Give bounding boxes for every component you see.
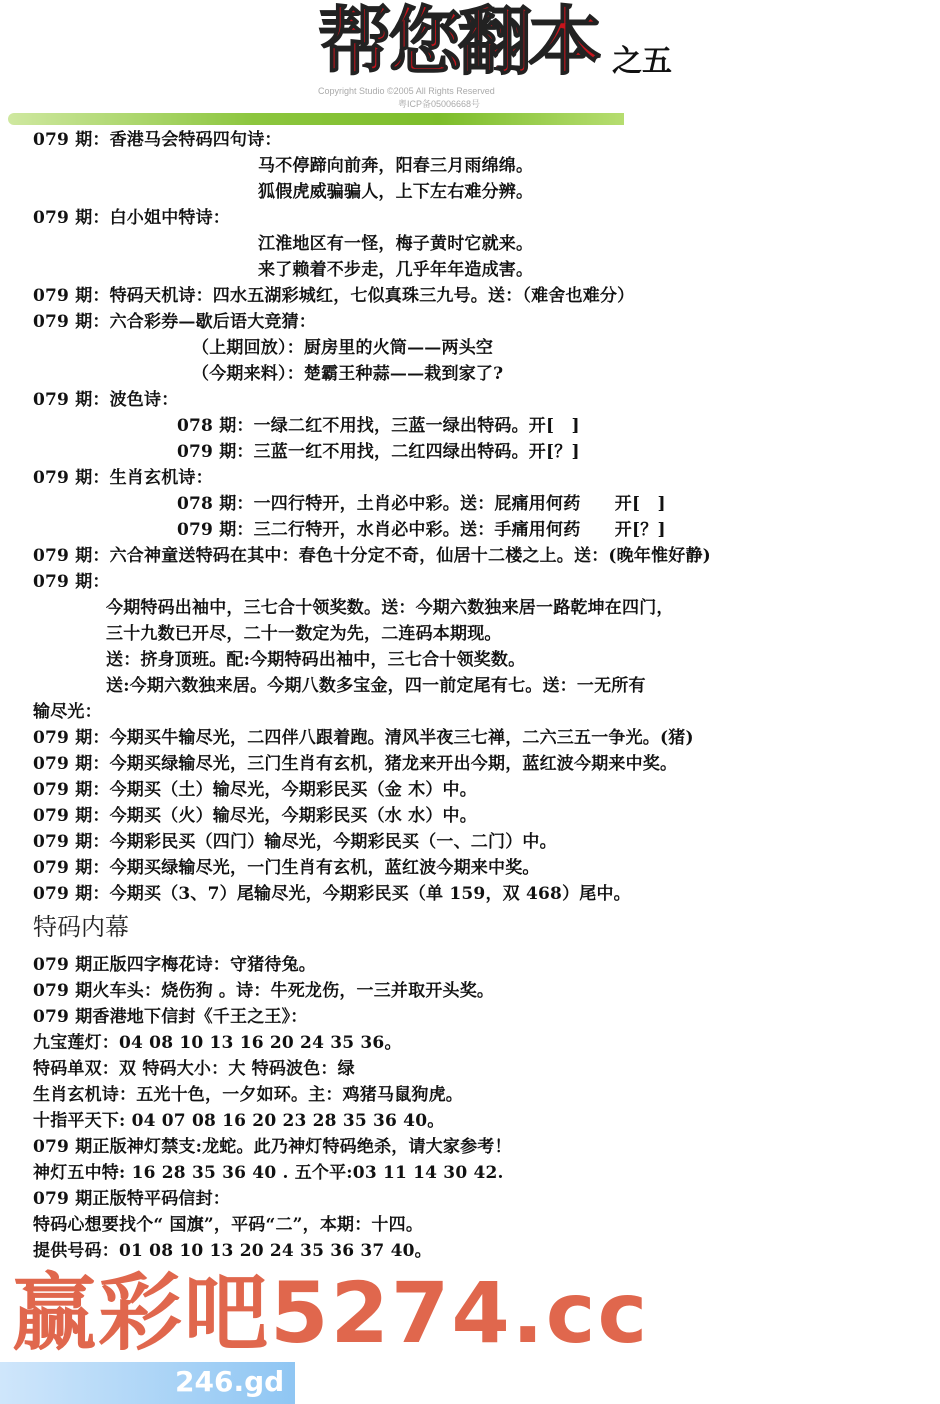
text-line: 079 期：六合神童送特码在其中：春色十分定不奇，仙居十二楼之上。送：(晚年惟好静) (33, 546, 711, 566)
text-line: 078 期：一绿二红不用找，三蓝一绿出特码。开[ ] (177, 416, 580, 436)
corner-watermark (0, 1362, 295, 1404)
header-subtitle: 之五 (612, 44, 672, 79)
text-line: 079 期：波色诗： (33, 390, 179, 410)
icp-line: 粤ICP备05006668号 (398, 99, 481, 109)
text-line: 079 期： (33, 572, 110, 592)
text-line: 079 期正版特平码信封： (33, 1189, 231, 1209)
text-line: 079 期：生肖玄机诗： (33, 468, 213, 488)
text-line: 狐假虎威骗骗人，上下左右难分辨。 (258, 182, 534, 202)
text-line: 提供号码：01 08 10 13 20 24 35 36 37 40。 (33, 1241, 432, 1261)
text-line: 079 期：今期彩民买（四门）输尽光，今期彩民买（一、二门）中。 (33, 832, 557, 852)
text-line: 九宝莲灯：04 08 10 13 16 20 24 35 36。 (33, 1033, 402, 1053)
text-line: 江淮地区有一怪，梅子黄时它就来。 (258, 234, 534, 254)
text-line: 079 期正版神灯禁支:龙蛇。此乃神灯特码绝杀，请大家参考！ (33, 1137, 512, 1157)
text-line: 今期特码出袖中，三七合十领奖数。送：今期六数独来居一路乾坤在四门， (106, 598, 674, 618)
text-line: 079 期火车头：烧伤狗 。诗：牛死龙伤，一三并取开头奖。 (33, 981, 495, 1001)
section-heading: 特码内幕 (33, 913, 129, 941)
text-line: 特码单双：双 特码大小：大 特码波色：绿 (33, 1059, 355, 1079)
header-title: 帮您翻本 (318, 0, 598, 85)
text-line: 马不停蹄向前奔，阳春三月雨绵绵。 (258, 156, 534, 176)
text-line: 生肖玄机诗：五光十色，一夕如环。主：鸡猪马鼠狗虎。 (33, 1085, 463, 1105)
text-line: 送:今期六数独来居。今期八数多宝金，四一前定尾有七。送：一无所有 (106, 676, 646, 696)
green-divider-bar (8, 113, 624, 125)
text-line: 078 期：一四行特开，土肖必中彩。送：屁痛用何药 开[ ] (177, 494, 666, 514)
text-line: 079 期：白小姐中特诗： (33, 208, 231, 228)
text-line: （今期来料）：楚霸王种蒜——栽到家了? (192, 364, 504, 384)
text-line: 十指平天下: 04 07 08 16 20 23 28 35 36 40。 (33, 1111, 445, 1131)
text-line: 来了赖着不步走，几乎年年造成害。 (258, 260, 534, 280)
text-line: 三十九数已开尽，二十一数定为先，二连码本期现。 (106, 624, 502, 644)
copyright-line: Copyright Studio ©2005 All Rights Reserved (318, 86, 495, 96)
text-line: 079 期：今期买绿输尽光，三门生肖有玄机，猪龙来开出今期，蓝红波今期来中奖。 (33, 754, 678, 774)
text-line: 特码心想要找个“ 国旗”，平码“二”，本期：十四。 (33, 1215, 424, 1235)
text-line: 079 期：今期买牛输尽光，二四伴八跟着跑。清风半夜三七禅，二六三五一争光。(猪) (33, 728, 694, 748)
text-line: 079 期：三二行特开，水肖必中彩。送：手痛用何药 开[？] (177, 520, 666, 540)
text-line: 079 期：六合彩券—歇后语大竞猜： (33, 312, 317, 332)
text-line: 079 期：今期买（火）输尽光，今期彩民买（水 水）中。 (33, 806, 477, 826)
text-line: （上期回放）：厨房里的火筒——两头空 (192, 338, 494, 358)
text-line: 送：挤身顶班。配:今期特码出袖中，三七合十领奖数。 (106, 650, 526, 670)
text-line: 079 期正版四字梅花诗：守猪待兔。 (33, 955, 317, 975)
corner-watermark-text: 246.gd (175, 1365, 285, 1398)
text-line: 输尽光： (33, 702, 102, 722)
text-line: 079 期：特码天机诗：四水五湖彩城红，七似真珠三九号。送：（难舍也难分） (33, 286, 635, 306)
watermark-text: 赢彩吧5274.cc (12, 1264, 650, 1362)
text-line: 079 期：香港马会特码四句诗： (33, 130, 282, 150)
text-line: 079 期：三蓝一红不用找，二红四绿出特码。开[？] (177, 442, 580, 462)
text-line: 神灯五中特: 16 28 35 36 40 . 五个平:03 11 14 30 42. (33, 1163, 504, 1183)
text-line: 079 期：今期买绿输尽光，一门生肖有玄机，蓝红波今期来中奖。 (33, 858, 540, 878)
text-line: 079 期香港地下信封《千王之王》： (33, 1007, 308, 1027)
text-line: 079 期：今期买（3、7）尾输尽光，今期彩民买（单 159，双 468）尾中。 (33, 884, 631, 904)
text-line: 079 期：今期买（土）输尽光，今期彩民买（金 木）中。 (33, 780, 477, 800)
